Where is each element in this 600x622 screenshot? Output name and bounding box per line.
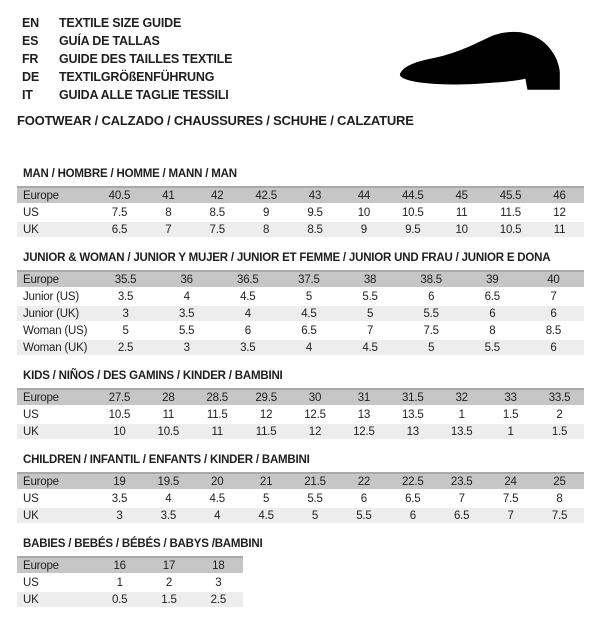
size-cell: 6.5 [111, 223, 128, 236]
size-cell: 36.5 [237, 273, 259, 286]
size-cell: 31.5 [401, 391, 424, 404]
size-cell: 46 [553, 189, 566, 202]
table-row [17, 423, 584, 440]
size-cell: 10.5 [108, 408, 131, 421]
size-cell: 40.5 [108, 189, 131, 202]
size-cell: 45 [455, 189, 468, 202]
size-cell: 36 [180, 273, 193, 286]
size-cell: 38 [363, 273, 377, 286]
size-cell: 11 [162, 408, 175, 421]
size-cell: 30 [308, 391, 322, 404]
size-cell: 31 [357, 391, 371, 404]
size-table-section-kids [17, 370, 584, 441]
language-label: TEXTILGRÖßENFÜHRUNG [59, 70, 215, 84]
size-cell: 8 [263, 223, 270, 236]
table-row [17, 271, 584, 288]
size-cell: 28 [162, 391, 175, 404]
size-cell: 6 [360, 492, 367, 505]
size-cell: 7 [550, 290, 557, 303]
size-cell: 45.5 [499, 189, 522, 202]
size-cell: 7 [165, 223, 172, 236]
size-cell: 2 [556, 408, 563, 421]
size-cell: 3.5 [240, 341, 256, 354]
size-cell: 5.5 [423, 307, 439, 320]
size-cell: 5.5 [307, 492, 323, 505]
size-table-man [17, 186, 584, 239]
size-cell: 4.5 [301, 307, 317, 320]
size-cell: 4.5 [362, 341, 378, 354]
size-cell: 5 [263, 492, 270, 505]
size-cell: 41 [162, 189, 175, 202]
row-label-cell: Woman (UK) [23, 341, 88, 354]
size-cell: 4 [244, 307, 251, 320]
size-cell: 13 [406, 425, 419, 438]
size-tables [17, 168, 584, 622]
size-cell: 5.5 [484, 341, 500, 354]
dress-shoe-icon [396, 31, 578, 97]
table-row [17, 187, 584, 204]
size-cell: 12.5 [353, 425, 375, 438]
size-cell: 5 [311, 509, 319, 522]
size-table-junior-woman [17, 270, 584, 357]
size-cell: 7.5 [551, 509, 568, 522]
size-cell: 12 [308, 425, 322, 438]
row-label-cell: Europe [23, 475, 59, 488]
table-row [17, 288, 584, 305]
size-cell: 12 [259, 408, 273, 421]
size-cell: 11.5 [255, 425, 277, 438]
table-row [17, 305, 584, 322]
size-table-title: JUNIOR & WOMAN / JUNIOR Y MUJER / JUNIOR ET FEMME / JUNIOR UND FRAU / JUNIOR E DONA [23, 252, 551, 264]
size-cell: 5 [122, 324, 129, 337]
language-code: FR [22, 52, 39, 66]
language-label: GUIDA ALLE TAGLIE TESSILI [59, 88, 229, 102]
size-cell: 13.5 [401, 408, 424, 421]
size-table-title: KIDS / NIÑOS / DES GAMINS / KINDER / BAMBINI [23, 370, 283, 382]
size-cell: 7.5 [111, 206, 128, 219]
size-cell: 4.5 [258, 509, 274, 522]
size-cell: 5.5 [362, 290, 378, 303]
size-cell: 24 [504, 475, 517, 488]
size-cell: 3.5 [178, 307, 195, 320]
size-cell: 10.5 [499, 223, 522, 236]
size-cell: 10 [455, 223, 468, 236]
table-row [17, 204, 584, 221]
size-cell: 21.5 [304, 475, 326, 488]
size-cell: 7 [507, 509, 514, 522]
size-cell: 33.5 [548, 391, 571, 404]
size-cell: 32 [455, 391, 468, 404]
size-cell: 11 [553, 223, 566, 236]
size-cell: 42.5 [255, 189, 277, 202]
size-cell: 8.5 [307, 223, 323, 236]
size-cell: 7.5 [502, 492, 519, 505]
row-label-cell: Europe [23, 189, 59, 202]
row-label-cell: Europe [23, 273, 59, 286]
size-cell: 1 [458, 408, 465, 421]
row-label-cell: UK [23, 425, 39, 438]
size-cell: 7 [458, 492, 465, 505]
table-row [17, 389, 584, 406]
table-row [17, 507, 584, 524]
row-label-cell: US [23, 408, 39, 421]
size-table-babies [17, 556, 243, 609]
size-cell: 38.5 [420, 273, 442, 286]
size-cell: 6.5 [301, 324, 317, 337]
row-label-cell: Europe [23, 559, 59, 572]
language-code: ES [22, 34, 39, 48]
size-cell: 25 [553, 475, 566, 488]
size-cell: 44.5 [401, 189, 424, 202]
table-row [17, 557, 243, 574]
size-cell: 9 [263, 206, 270, 219]
table-row [17, 406, 584, 423]
size-cell: 40 [547, 273, 560, 286]
size-cell: 10 [113, 425, 126, 438]
size-cell: 9 [360, 223, 367, 236]
size-cell: 29.5 [255, 391, 277, 404]
size-cell: 1 [507, 425, 514, 438]
size-cell: 8 [489, 324, 496, 337]
table-row [17, 473, 584, 490]
size-cell: 16 [113, 559, 126, 572]
row-label-cell: Junior (US) [23, 290, 79, 303]
size-cell: 27.5 [108, 391, 131, 404]
size-cell: 3.5 [111, 492, 128, 505]
size-cell: 4 [305, 341, 313, 354]
language-label: GUÍA DE TALLAS [59, 34, 160, 48]
size-cell: 19 [113, 475, 126, 488]
row-label-cell: Junior (UK) [23, 307, 79, 320]
size-cell: 10.5 [401, 206, 424, 219]
size-cell: 17 [162, 559, 176, 572]
size-cell: 11 [455, 206, 468, 219]
size-cell: 35.5 [114, 273, 137, 286]
size-cell: 43 [308, 189, 322, 202]
row-label-cell: US [23, 206, 39, 219]
size-cell: 1 [116, 576, 123, 589]
size-cell: 6 [409, 509, 416, 522]
language-label: TEXTILE SIZE GUIDE [59, 16, 182, 30]
size-cell: 12 [553, 206, 566, 219]
language-code: IT [22, 88, 33, 102]
size-cell: 11 [211, 425, 223, 438]
size-table-kids [17, 388, 584, 441]
size-cell: 3 [183, 341, 190, 354]
size-cell: 7.5 [423, 324, 439, 337]
size-cell: 6 [489, 307, 496, 320]
size-table-section-junior-woman [17, 252, 584, 357]
size-cell: 5 [428, 341, 435, 354]
size-cell: 5.5 [178, 324, 195, 337]
size-cell: 13 [357, 408, 371, 421]
size-cell: 4.5 [209, 492, 225, 505]
size-table-section-man [17, 168, 584, 239]
size-cell: 1.5 [551, 425, 568, 438]
row-label-cell: UK [23, 509, 39, 522]
size-table-children [17, 472, 584, 525]
size-cell: 42 [211, 189, 224, 202]
row-label-cell: US [23, 576, 39, 589]
row-label-cell: Europe [23, 391, 59, 404]
size-cell: 9.5 [405, 223, 421, 236]
size-cell: 8.5 [209, 206, 225, 219]
row-label-cell: UK [23, 223, 39, 236]
language-code: DE [22, 70, 39, 84]
table-row [17, 490, 584, 507]
size-cell: 6 [244, 324, 251, 337]
size-cell: 4 [165, 492, 172, 505]
size-cell: 10.5 [157, 425, 180, 438]
size-cell: 39 [486, 273, 499, 286]
size-cell: 4 [183, 290, 190, 303]
language-code: EN [22, 16, 39, 30]
size-cell: 11.5 [500, 206, 521, 219]
size-cell: 28.5 [206, 391, 229, 404]
size-cell: 2.5 [117, 341, 134, 354]
size-cell: 6 [428, 290, 435, 303]
size-cell: 4 [214, 509, 221, 522]
size-table-section-babies [17, 538, 584, 609]
size-cell: 3.5 [160, 509, 177, 522]
size-cell: 3 [116, 509, 123, 522]
size-table-title: MAN / HOMBRE / HOMME / MANN / MAN [23, 168, 237, 180]
size-cell: 7.5 [209, 223, 225, 236]
size-cell: 5.5 [356, 509, 372, 522]
table-row [17, 339, 584, 356]
size-cell: 6.5 [484, 290, 500, 303]
size-cell: 23.5 [450, 475, 473, 488]
size-cell: 18 [212, 559, 225, 572]
row-label-cell: UK [23, 593, 39, 606]
size-cell: 6 [550, 307, 557, 320]
size-cell: 37.5 [298, 273, 320, 286]
size-cell: 11.5 [206, 408, 228, 421]
size-cell: 3 [215, 576, 222, 589]
size-cell: 9.5 [307, 206, 323, 219]
size-cell: 22 [357, 475, 371, 488]
size-cell: 6.5 [405, 492, 421, 505]
size-cell: 7 [366, 324, 374, 337]
size-cell: 20 [211, 475, 224, 488]
size-table-section-children [17, 454, 584, 525]
size-cell: 6 [550, 341, 557, 354]
size-cell: 3 [122, 307, 129, 320]
size-cell: 0.5 [111, 593, 128, 606]
size-cell: 12.5 [304, 408, 326, 421]
size-cell: 1.5 [161, 593, 177, 606]
size-cell: 5 [305, 290, 313, 303]
size-cell: 5 [366, 307, 374, 320]
size-cell: 10 [357, 206, 371, 219]
language-label: GUIDE DES TAILLES TEXTILE [59, 52, 233, 66]
footwear-category-line: FOOTWEAR / CALZADO / CHAUSSURES / SCHUHE / CALZATURE [17, 113, 414, 128]
size-cell: 2 [165, 576, 173, 589]
size-table-title: BABIES / BEBÉS / BÉBÉS / BABYS /BAMBINI [23, 538, 263, 550]
size-cell: 6.5 [453, 509, 470, 522]
size-cell: 1.5 [502, 408, 519, 421]
table-row [17, 322, 584, 339]
size-cell: 22.5 [401, 475, 424, 488]
size-cell: 21 [259, 475, 273, 488]
size-cell: 13.5 [450, 425, 473, 438]
row-label-cell: Woman (US) [23, 324, 88, 337]
size-cell: 2.5 [210, 593, 227, 606]
size-cell: 8 [556, 492, 563, 505]
size-cell: 33 [504, 391, 517, 404]
language-row [22, 14, 584, 32]
size-cell: 19.5 [157, 475, 180, 488]
size-cell: 8 [165, 206, 172, 219]
size-cell: 8.5 [545, 324, 562, 337]
table-row [17, 574, 243, 591]
size-cell: 3.5 [117, 290, 134, 303]
size-cell: 4.5 [240, 290, 256, 303]
size-cell: 44 [357, 189, 371, 202]
table-row [17, 221, 584, 238]
size-table-title: CHILDREN / INFANTIL / ENFANTS / KINDER / BAMBINI [23, 454, 310, 466]
row-label-cell: US [23, 492, 39, 505]
